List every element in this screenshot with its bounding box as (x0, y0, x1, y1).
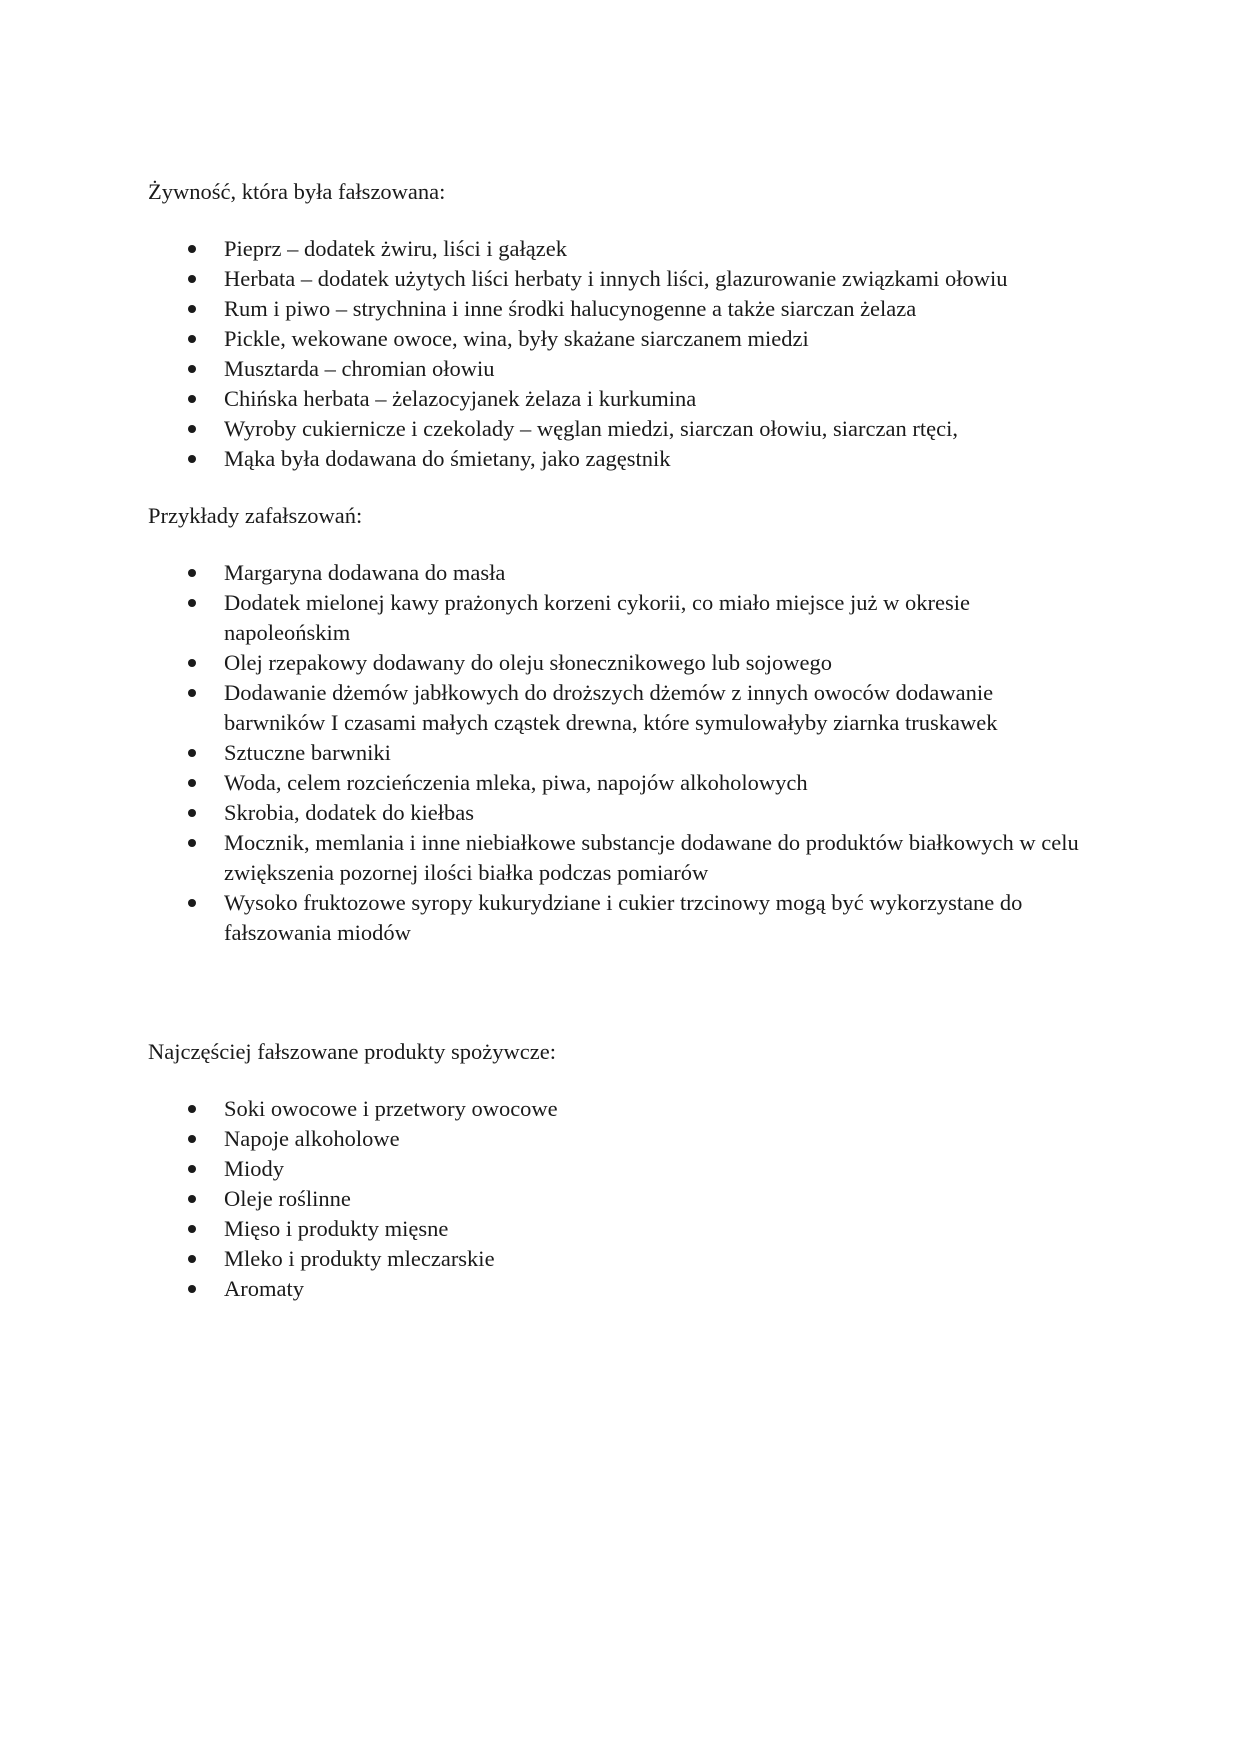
section-heading: Najczęściej fałszowane produkty spożywcze: (148, 1039, 556, 1064)
bullet-icon (188, 659, 196, 667)
section-heading: Żywność, która była fałszowana: (148, 179, 446, 204)
section-adulteration-examples (148, 500, 1098, 948)
list-item: Soki owocowe i przetwory owocowe (148, 1094, 1098, 1124)
bullet-icon (188, 275, 196, 283)
bullet-icon (188, 335, 196, 343)
list-item: Mąka była dodawana do śmietany, jako zagęstnik (148, 444, 1098, 474)
bullet-list (148, 1094, 1098, 1304)
bullet-icon (188, 689, 196, 697)
bullet-icon (188, 1165, 196, 1173)
list-item: Musztarda – chromian ołowiu (148, 354, 1098, 384)
bullet-icon (188, 1285, 196, 1293)
bullet-icon (188, 599, 196, 607)
bullet-icon (188, 425, 196, 433)
bullet-icon (188, 809, 196, 817)
bullet-icon (188, 839, 196, 847)
bullet-icon (188, 305, 196, 313)
bullet-icon (188, 1135, 196, 1143)
bullet-icon (188, 365, 196, 373)
bullet-list (148, 558, 1098, 948)
list-item: Olej rzepakowy dodawany do oleju słonecznikowego lub sojowego (148, 648, 1098, 678)
list-item: Herbata – dodatek użytych liści herbaty i innych liści, glazurowanie związkami ołowiu (148, 264, 1098, 294)
bullet-icon (188, 395, 196, 403)
list-item: Skrobia, dodatek do kiełbas (148, 798, 1098, 828)
list-item: Pieprz – dodatek żwiru, liści i gałązek (148, 234, 1098, 264)
section-most-falsified-products (148, 1036, 1098, 1304)
list-item: Woda, celem rozcieńczenia mleka, piwa, napojów alkoholowych (148, 768, 1098, 798)
bullet-icon (188, 1225, 196, 1233)
bullet-icon (188, 455, 196, 463)
bullet-icon (188, 749, 196, 757)
list-item: Margaryna dodawana do masła (148, 558, 1098, 588)
list-item: Oleje roślinne (148, 1184, 1098, 1214)
bullet-icon (188, 1195, 196, 1203)
list-item: Wysoko fruktozowe syropy kukurydziane i cukier trzcinowy mogą być wykorzystane do fałszowania miodów (148, 888, 1098, 948)
list-item: Napoje alkoholowe (148, 1124, 1098, 1154)
list-item: Mleko i produkty mleczarskie (148, 1244, 1098, 1274)
list-item: Wyroby cukiernicze i czekolady – węglan miedzi, siarczan ołowiu, siarczan rtęci, (148, 414, 1098, 444)
list-item: Rum i piwo – strychnina i inne środki halucynogenne a także siarczan żelaza (148, 294, 1098, 324)
bullet-icon (188, 1105, 196, 1113)
list-item: Pickle, wekowane owoce, wina, były skażane siarczanem miedzi (148, 324, 1098, 354)
list-item: Miody (148, 1154, 1098, 1184)
section-falsified-food (148, 176, 1098, 474)
list-item: Aromaty (148, 1274, 1098, 1304)
bullet-icon (188, 779, 196, 787)
section-heading: Przykłady zafałszowań: (148, 503, 363, 528)
list-item: Mocznik, memlania i inne niebiałkowe substancje dodawane do produktów białkowych w celu zwiększenia pozornej ilości białka podczas pomiarów (148, 828, 1098, 888)
bullet-list (148, 234, 1098, 474)
list-item: Sztuczne barwniki (148, 738, 1098, 768)
bullet-icon (188, 899, 196, 907)
list-item: Dodawanie dżemów jabłkowych do droższych dżemów z innych owoców dodawanie barwników I czasami małych cząstek drewna, które symulowałyby ziarnka truskawek (148, 678, 1098, 738)
bullet-icon (188, 569, 196, 577)
list-item: Mięso i produkty mięsne (148, 1214, 1098, 1244)
bullet-icon (188, 1255, 196, 1263)
list-item: Chińska herbata – żelazocyjanek żelaza i kurkumina (148, 384, 1098, 414)
bullet-icon (188, 245, 196, 253)
document-page (148, 176, 1098, 1304)
list-item: Dodatek mielonej kawy prażonych korzeni cykorii, co miało miejsce już w okresie napoleońskim (148, 588, 1098, 648)
